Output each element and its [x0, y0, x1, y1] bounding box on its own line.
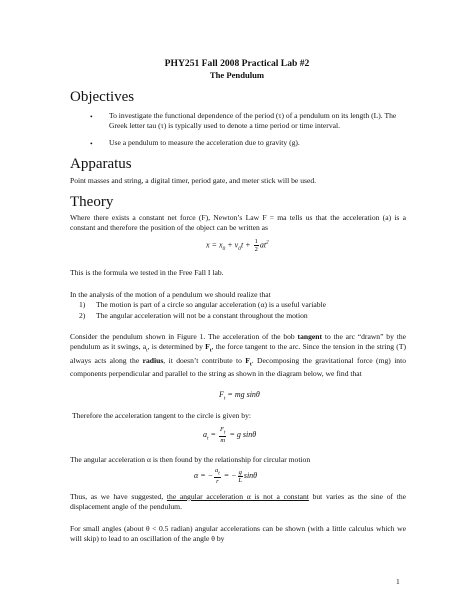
theory-paragraph-1: Where there exists a constant net force (F), Newton’s Law F = ma tells us that the acceleration (a) is a constant and therefore the position of the object can be written as	[70, 213, 406, 232]
theory-paragraph-6: The angular acceleration α is then found by the relationship for circular motion	[70, 455, 311, 464]
objective-item-2: Use a pendulum to measure the acceleration due to gravity (g).	[109, 138, 300, 147]
list-number: 1)	[79, 300, 86, 309]
theory-paragraph-3: In the analysis of the motion of a pendulum we should realize that	[70, 290, 271, 299]
theory-heading: Theory	[70, 194, 114, 210]
tangent-acceleration-equation: $a_t$ = $\frac{F_t}{m}$ = g sinθ	[203, 426, 257, 445]
theory-paragraph-8: For small angles (about θ < 0.5 radian) angular accelerations can be shown (with a little calculus which we will skip) to lead to an oscillation of the angle θ by	[70, 524, 406, 543]
theory-paragraph-2: This is the formula we tested in the Free Fall I lab.	[70, 268, 224, 277]
bullet-icon: •	[90, 112, 93, 121]
list-item: The motion is part of a circle so angular acceleration (α) is a useful variable	[96, 300, 327, 309]
document-title: PHY251 Fall 2008 Practical Lab #2	[164, 58, 310, 69]
apparatus-heading: Apparatus	[70, 156, 132, 172]
bullet-icon: •	[90, 139, 93, 148]
angular-acceleration-equation: α = − $\frac{a_t}{r}$ = − $\frac{g}{L}$ sinθ	[194, 467, 258, 486]
document-subtitle: The Pendulum	[209, 70, 265, 80]
objective-item-1: To investigate the functional dependence of the period (τ) of a pendulum on its length (L). The Greek letter tau (τ) is typically used to denote a time period or time interval.	[109, 111, 397, 130]
position-equation: $x = x_0 + v_0t$ + $\frac{1}{2}$ $at^2$	[206, 238, 269, 253]
list-number: 2)	[79, 311, 86, 320]
list-item: The angular acceleration will not be a constant throughout the motion	[96, 311, 308, 320]
page-number: 1	[396, 577, 400, 586]
theory-paragraph-4: Consider the pendulum shown in Figure 1. The acceleration of the bob tangent to the arc “drawn” by the pendulum as it swings, $a_t$, is determined by $F_t$, the force tangent to the arc. Since the tension in the string (T) always acts along the radius, it doesn’t contribute to $F_t$. Decomposing the gravitational force (mg) into components perpendicular and parallel to the string as shown in the diagram below, we find that	[70, 332, 407, 379]
theory-paragraph-7: Thus, as we have suggested, the angular acceleration α is not a constant but varies as the sine of the displacement angle of the pendulum.	[70, 492, 406, 511]
apparatus-text: Point masses and string, a digital timer, period gate, and meter stick will be used.	[70, 176, 317, 185]
theory-paragraph-5: Therefore the acceleration tangent to the circle is given by:	[72, 411, 252, 420]
objectives-heading: Objectives	[70, 89, 135, 105]
tangent-force-equation: $F_t$ = mg sinθ	[219, 390, 260, 402]
